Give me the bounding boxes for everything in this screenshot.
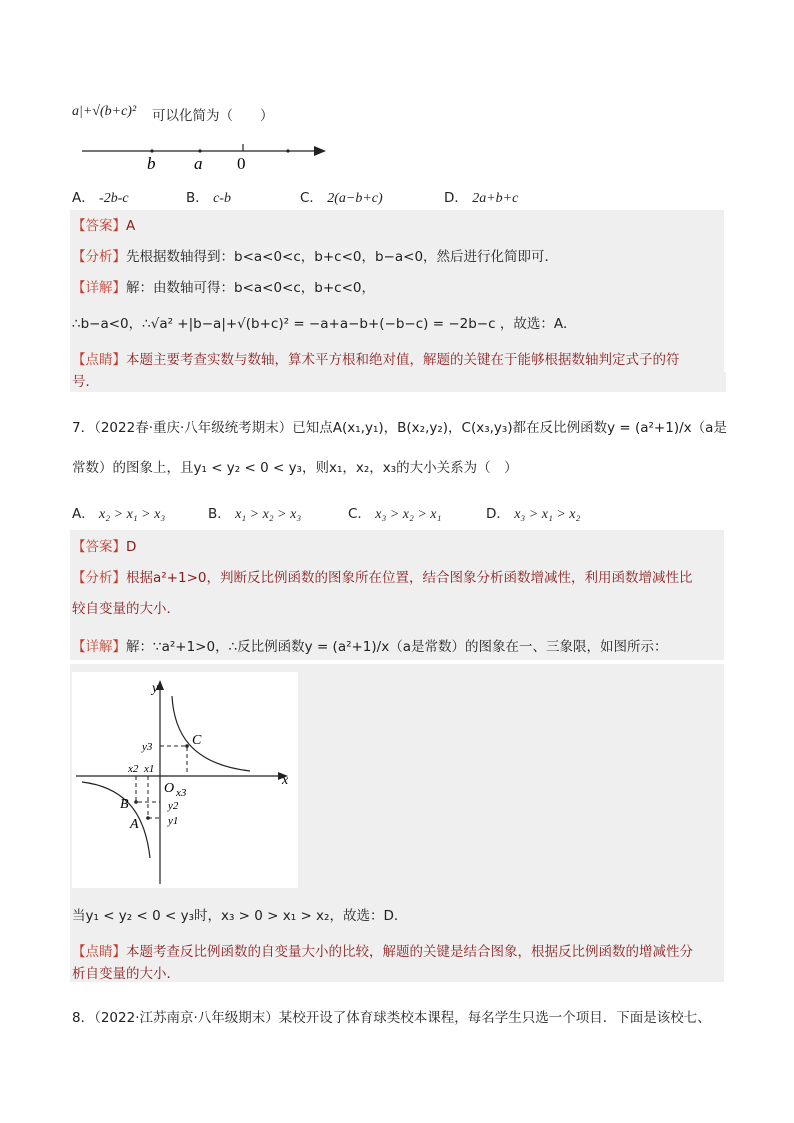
curve-quadrant-3	[82, 782, 150, 858]
q6-detail-1: 【详解】解：由数轴可得：b<a<0<c，b+c<0，	[72, 280, 375, 296]
q7-detail-2: 当y₁ < y₂ < 0 < y₃时，x₃ > 0 > x₁ > x₂，故选：D．	[72, 908, 408, 924]
a-guides	[148, 776, 160, 818]
q7-answer: 【答案】D	[72, 539, 137, 555]
label-a: a	[194, 154, 203, 173]
x-axis-label: x	[282, 773, 289, 788]
q6-option-d: D． 2a+b+c	[444, 190, 519, 206]
number-line-arrow-icon	[314, 146, 326, 156]
q6-option-a: A． -2b-c	[72, 190, 129, 206]
number-line	[78, 138, 330, 174]
label-x2: x2	[128, 763, 139, 775]
q6-comment-1: 【点睛】本题主要考查实数与数轴，算术平方根和绝对值，解题的关键在于能够根据数轴判定式子的符	[72, 352, 680, 368]
point-c	[286, 149, 289, 152]
hyperbola-graph	[72, 672, 298, 888]
origin-label: O	[164, 781, 175, 796]
y-axis-label: y	[152, 681, 159, 696]
q7-stem-2: 常数）的图象上，且y₁ < y₂ < 0 < y₃，则x₁，x₂，x₃的大小关系为（ ）	[72, 460, 518, 476]
point-b	[150, 149, 153, 152]
label-y2: y2	[168, 800, 179, 812]
point-c	[185, 744, 189, 748]
point-b	[134, 800, 138, 804]
q6-analysis: 【分析】先根据数轴得到：b<a<0<c，b+c<0，b−a<0，然后进行化简即可．	[72, 249, 559, 265]
q6-comment-2: 号．	[70, 372, 726, 392]
point-a	[198, 149, 201, 152]
point-a	[146, 816, 150, 820]
q7-option-d: D． x₃ > x₁ > x₂	[486, 506, 581, 522]
label-x3: x3	[176, 787, 187, 799]
q7-option-b: B． x₁ > x₂ > x₃	[208, 506, 302, 522]
label-y1: y1	[168, 815, 179, 827]
q6-stem-text: 可以化简为（ ）	[152, 108, 274, 124]
label-zero: 0	[237, 154, 246, 173]
q7-option-c: C． x₃ > x₂ > x₁	[348, 506, 442, 522]
label-c: C	[192, 733, 202, 748]
label-b: b	[147, 154, 156, 173]
q6-detail-2: ∴b−a<0，∴√a² +|b−a|+√(b+c)² = −a+a−b+(−b−c) = −2b−c ，故选：A．	[72, 316, 577, 332]
q7-analysis-1: 【分析】根据a²+1>0，判断反比例函数的图象所在位置，结合图象分析函数增减性，利用函数增减性比	[72, 570, 693, 586]
q7-option-a: A． x₂ > x₁ > x₃	[72, 506, 166, 522]
q6-answer: 【答案】A	[72, 218, 136, 234]
label-a: A	[130, 817, 139, 832]
q7-comment-1: 【点睛】本题考查反比例函数的自变量大小的比较，解题的关键是结合图象，根据反比例函数的增减性分	[72, 944, 693, 960]
label-y3: y3	[142, 741, 153, 753]
q6-option-c: C． 2(a−b+c)	[300, 190, 383, 206]
curve-quadrant-1	[172, 696, 250, 771]
q8-stem-1: 8．（2022·江苏南京·八年级期末）某校开设了体育球类校本课程，每名学生只选一个项目．下面是该校七、	[72, 1010, 711, 1026]
q6-option-b: B． c-b	[186, 190, 231, 206]
c-guides	[160, 746, 187, 772]
q7-detail-1: 【详解】解：∵a²+1>0，∴反比例函数y = (a²+1)/x（a是常数）的图象在一、三象限，如图所示：	[72, 639, 668, 655]
q7-comment-2: 析自变量的大小．	[72, 966, 180, 982]
q6-stem-math: a|+√(b+c)²	[72, 104, 137, 119]
label-b: B	[120, 797, 129, 812]
q7-stem-1: 7．（2022春·重庆·八年级统考期末）已知点A(x₁,y₁)，B(x₂,y₂)，C(x₃,y₃)都在反比例函数y = (a²+1)/x（a是	[72, 420, 727, 436]
label-x1: x1	[144, 763, 155, 775]
q7-analysis-2: 较自变量的大小．	[72, 601, 180, 617]
